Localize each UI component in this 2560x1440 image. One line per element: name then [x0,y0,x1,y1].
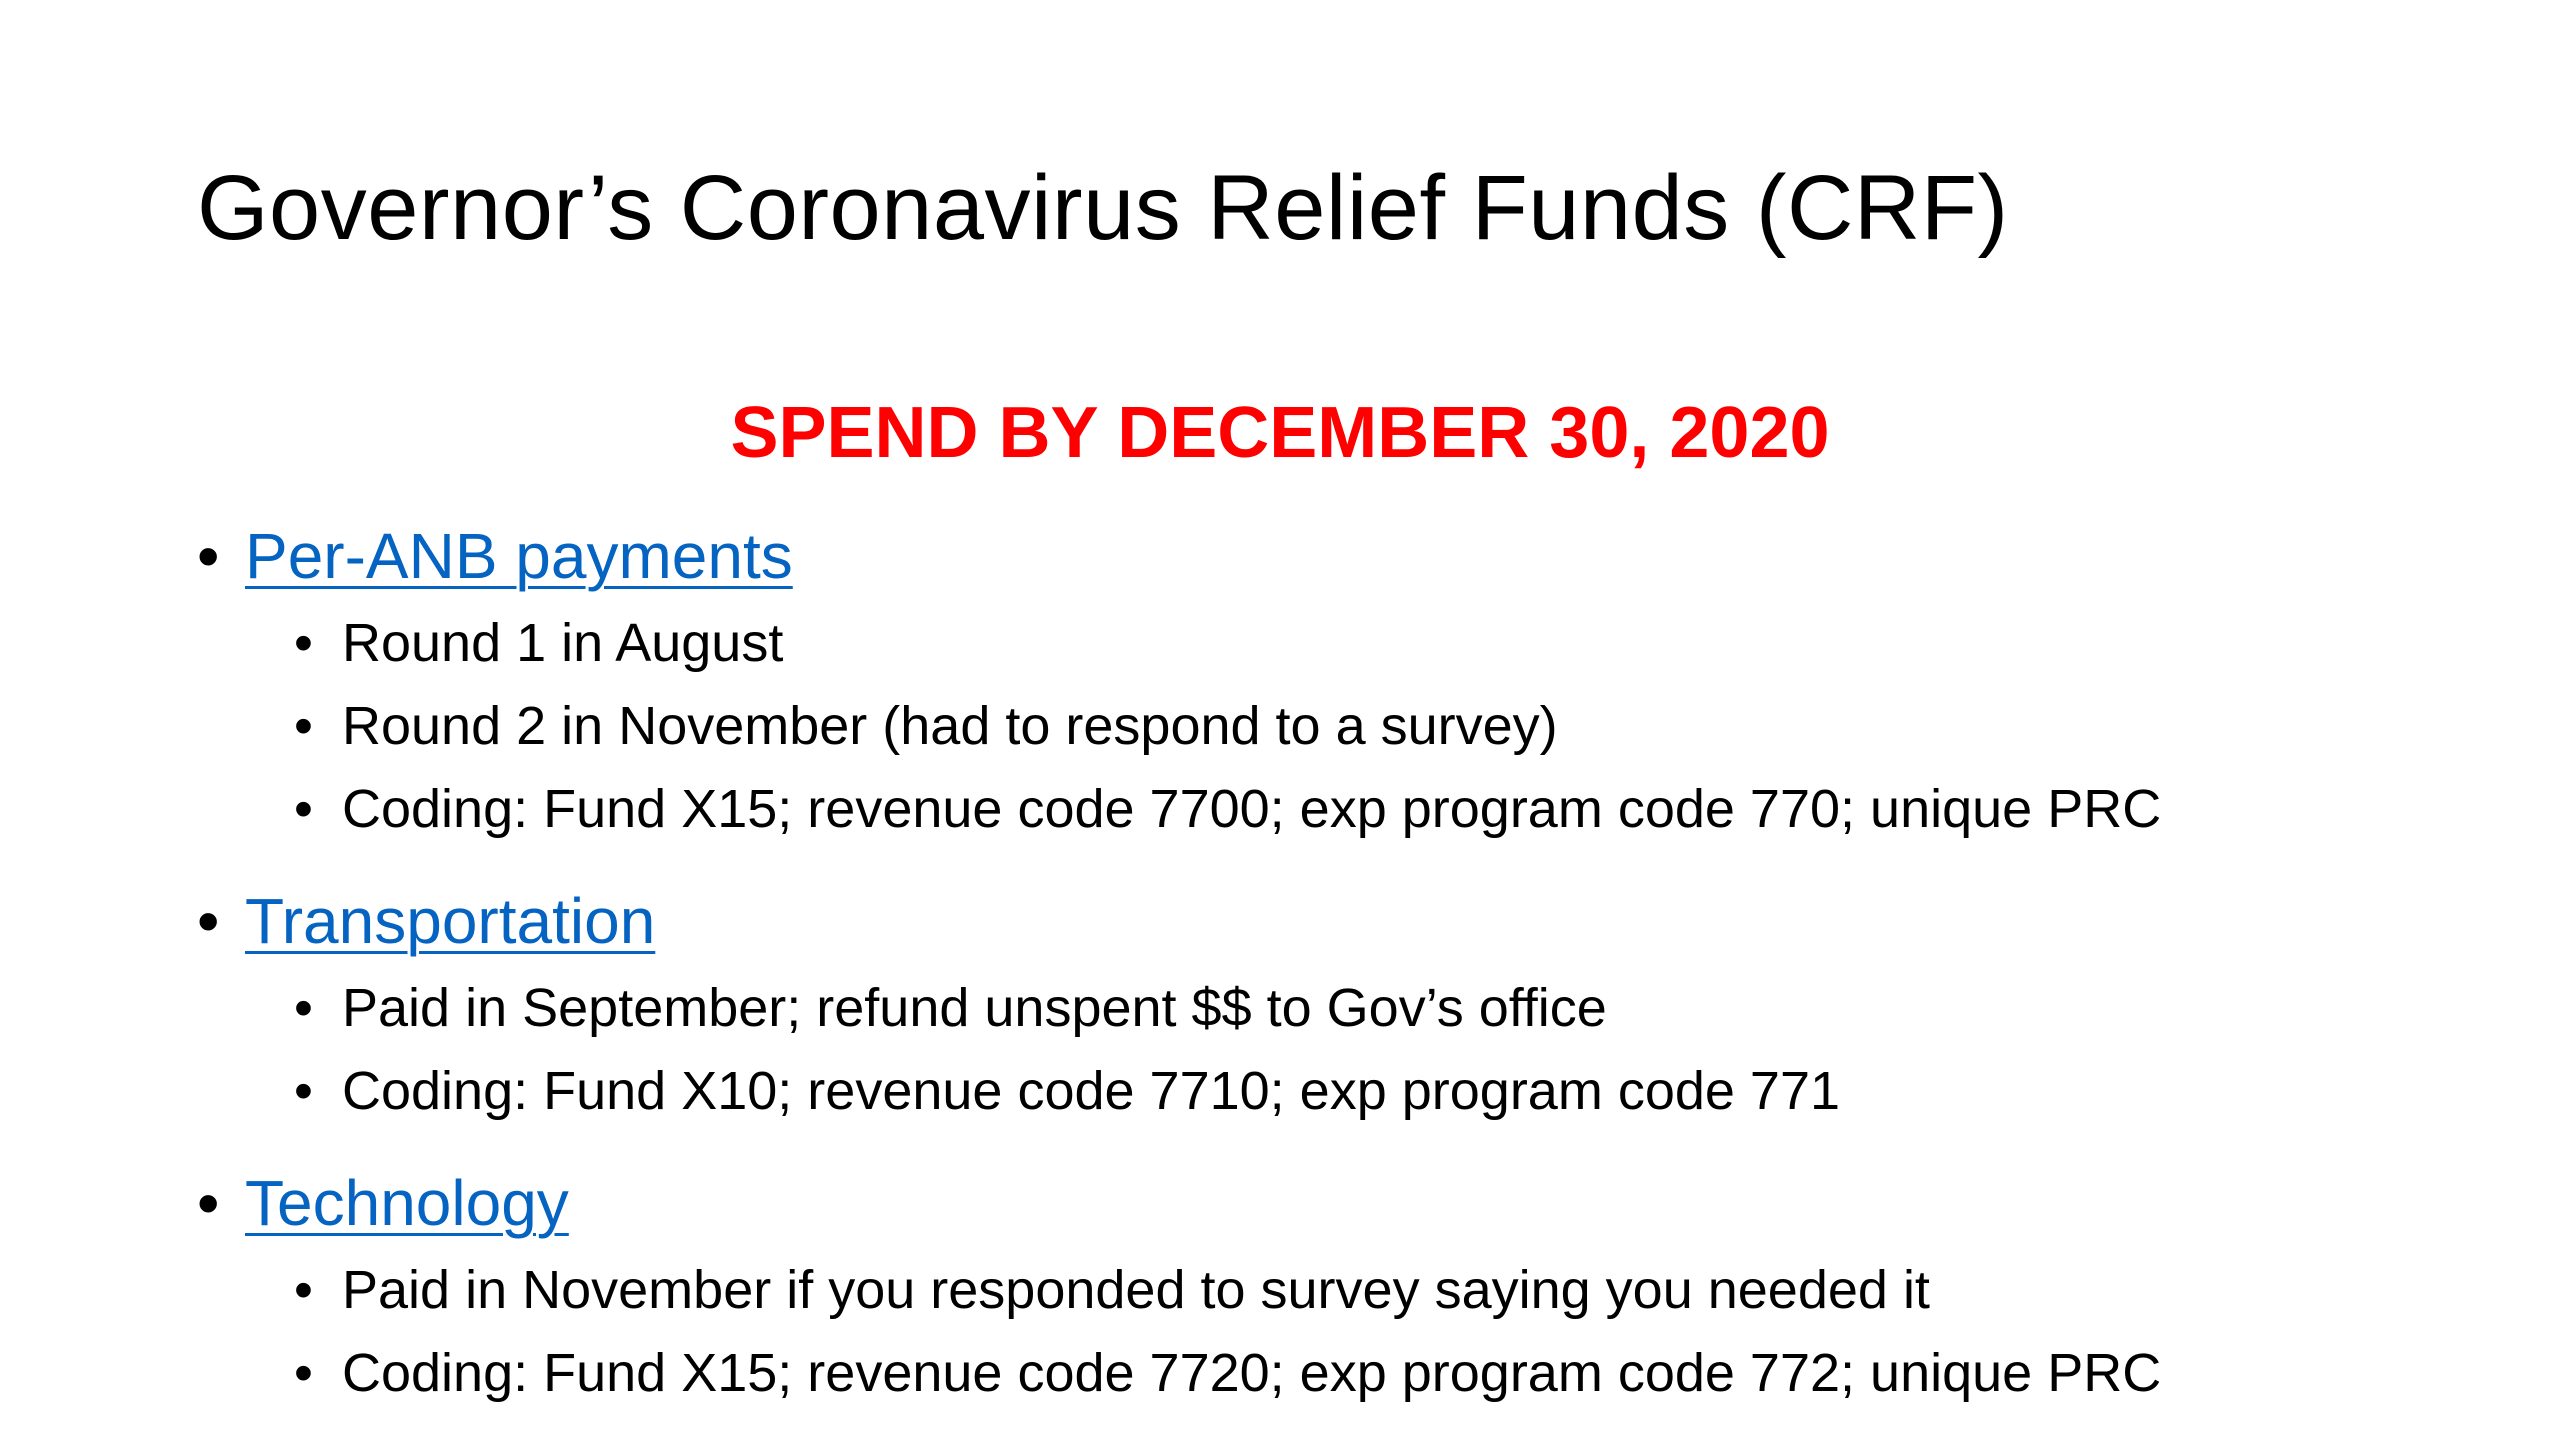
slide-title: Governor’s Coronavirus Relief Funds (CRF) [197,157,2009,259]
bullet-item-level2 [197,602,2457,685]
bullet-text: Coding: Fund X10; revenue code 7710; exp program code 771 [342,1061,1841,1121]
bullet-glyph: • [294,1061,313,1121]
transportation-link[interactable]: Transportation [245,885,656,957]
bullet-item-level1 [197,1157,2457,1249]
bullet-text: Paid in November if you responded to survey saying you needed it [342,1260,1930,1320]
bullet-item-level2 [197,967,2457,1050]
bullet-glyph: • [197,1167,220,1239]
bullet-text: Round 2 in November (had to respond to a survey) [342,696,1558,756]
bullet-glyph: • [294,978,313,1038]
bullet-text: Coding: Fund X15; revenue code 7700; exp program code 770; unique PRC [342,779,2162,839]
bullet-item-level1 [197,875,2457,967]
deadline-heading: SPEND BY DECEMBER 30, 2020 [730,393,1830,473]
bullet-item-level2 [197,1332,2457,1415]
bullet-glyph: • [294,613,313,673]
bullet-glyph: • [294,779,313,839]
per-anb-payments-link[interactable]: Per-ANB payments [245,520,793,592]
section-technology [197,1157,2457,1415]
section-transportation [197,875,2457,1133]
bullet-text: Coding: Fund X15; revenue code 7720; exp program code 772; unique PRC [342,1343,2162,1403]
bullet-glyph: • [294,696,313,756]
bullet-item-level1 [197,510,2457,602]
bullet-text: Round 1 in August [342,613,784,673]
bullet-list [197,510,2457,1439]
section-per-anb-payments [197,510,2457,851]
bullet-text: Paid in September; refund unspent $$ to Gov’s office [342,978,1607,1038]
bullet-item-level2 [197,685,2457,768]
bullet-item-level2 [197,768,2457,851]
bullet-glyph: • [197,885,220,957]
bullet-glyph: • [294,1260,313,1320]
bullet-item-level2 [197,1249,2457,1332]
technology-link[interactable]: Technology [245,1167,569,1239]
bullet-glyph: • [197,520,220,592]
bullet-glyph: • [294,1343,313,1403]
bullet-item-level2 [197,1050,2457,1133]
